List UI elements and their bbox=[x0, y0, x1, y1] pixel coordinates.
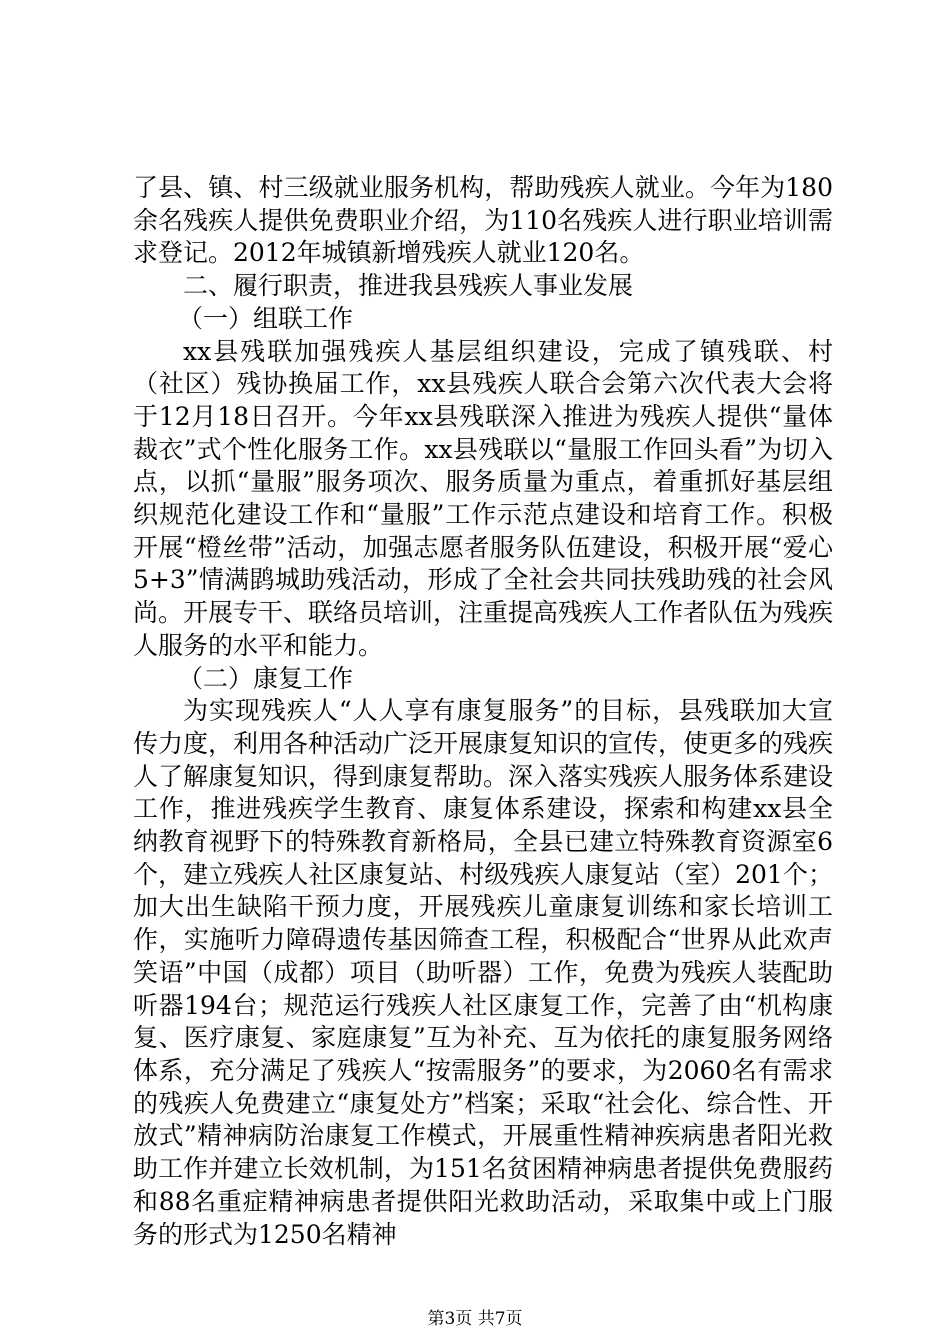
paragraph-employment: 了县、镇、村三级就业服务机构，帮助残疾人就业。今年为180余名残疾人提供免费职业介绍，为110名残疾人进行职业培训需求登记。2012年城镇新增残疾人就业120名。 bbox=[133, 173, 833, 268]
page-number: 第3页 共7页 bbox=[427, 1309, 523, 1329]
paragraph-organization: xx县残联加强残疾人基层组织建设，完成了镇残联、村（社区）残协换届工作，xx县残疾人联合会第六次代表大会将于12月18日召开。今年xx县残联深入推进为残疾人提供“量体裁衣”式个性化服务工作。xx县残联以“量服工作回头看”为切入点，以抓“量服”服务项次、服务质量为重点，着重抓好基层组织规范化建设工作和“量服”工作示范点建设和培育工作。积极开展“橙丝带”活动，加强志愿者服务队伍建设，积极开展“爱心5+3”情满鹍城助残活动，形成了全社会共同扶残助残的社会风尚。开展专干、联络员培训，注重提高残疾人工作者队伍为残疾人服务的水平和能力。 bbox=[133, 336, 834, 660]
paragraph-rehabilitation: 为实现残疾人“人人享有康复服务”的目标，县残联加大宣传力度，利用各种活动广泛开展康复知识的宣传，使更多的残疾人了解康复知识，得到康复帮助。深入落实残疾人服务体系建设工作，推进残疾学生教育、康复体系建设，探索和构建xx县全纳教育视野下的特殊教育新格局，全县已建立特殊教育资源室6个，建立残疾人社区康复站、村级残疾人康复站（室）201个；加大出生缺陷干预力度，开展残疾儿童康复训练和家长培训工作，实施听力障碍遗传基因筛查工程，积极配合“世界从此欢声笑语”中国（成都）项目（助听器）工作，免费为残疾人装配助听器194台；规范运行残疾人社区康复工作，完善了由“机构康复、医疗康复、家庭康复”互为补充、互为依托的康复服务网络体系，充分满足了残疾人“按需服务”的要求，为2060名有需求的残疾人免费建立“康复处方”档案；采取“社会化、综合性、开放式”精神病防治康复工作模式，开展重性精神疾病患者阳光救助工作并建立长效机制，为151名贫困精神病患者提供免费服药和88名重症精神病患者提供阳光救助活动，采取集中或上门服务的形式为1250名精神 bbox=[133, 696, 834, 1249]
document-body bbox=[133, 172, 833, 1251]
subsection-heading-organization: （一）组联工作 bbox=[178, 303, 354, 333]
section-heading: 二、履行职责，推进我县残疾人事业发展 bbox=[183, 271, 634, 301]
subsection-heading-rehabilitation: （二）康复工作 bbox=[178, 663, 354, 693]
